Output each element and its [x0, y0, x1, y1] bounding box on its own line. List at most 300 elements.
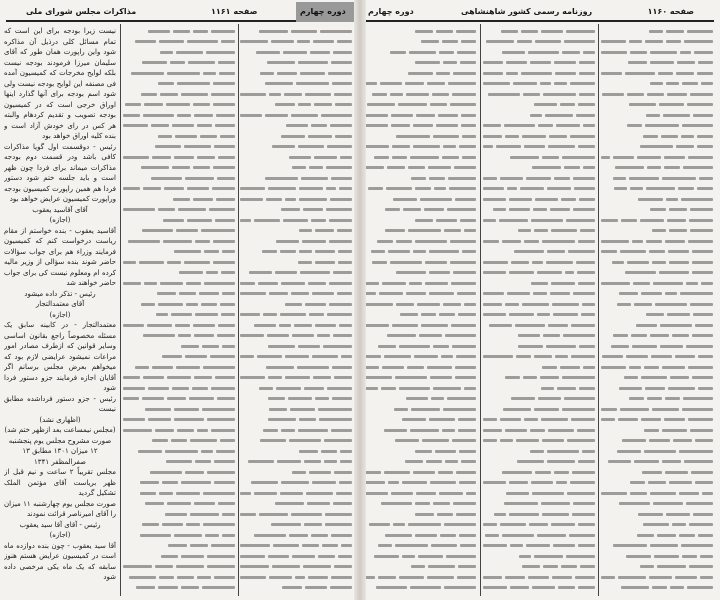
text-line [601, 551, 713, 562]
text-line [483, 457, 595, 468]
text-line [483, 520, 595, 531]
text-column [123, 26, 235, 596]
text-line [123, 583, 235, 594]
text-line [123, 289, 235, 300]
text-line [483, 226, 595, 237]
text-line [364, 289, 476, 300]
text-line [483, 541, 595, 552]
text-line [483, 425, 595, 436]
text-line [123, 383, 235, 394]
text-line [483, 215, 595, 226]
text-line [483, 184, 595, 195]
text-line [601, 425, 713, 436]
right-page-header [366, 4, 714, 22]
text-line [364, 205, 476, 216]
text-line [123, 457, 235, 468]
text-line [601, 457, 713, 468]
text-line [123, 425, 235, 436]
text-line [483, 37, 595, 48]
text-line [240, 247, 352, 258]
text-line [483, 446, 595, 457]
text-line [601, 373, 713, 384]
paragraph: (مجلس نیمساعت بعد ازظهر ختم شد) [4, 426, 116, 434]
text-line [483, 236, 595, 247]
text-line [601, 562, 713, 573]
text-line [240, 404, 352, 415]
text-line [123, 121, 235, 132]
text-line [123, 499, 235, 510]
paragraph: آقا سید یعقوب - چون بنده دوازده ماه است در کمیسیون عرایض هستم هنوز سابقه که یک ماه یکی مرخصی داده شود [4, 541, 116, 581]
text-line [364, 121, 476, 132]
text-line [483, 341, 595, 352]
text-line [601, 341, 713, 352]
text-line [240, 173, 352, 184]
text-line [601, 289, 713, 300]
text-line [364, 257, 476, 268]
text-line [240, 394, 352, 405]
text-line [483, 467, 595, 478]
text-line [364, 184, 476, 195]
text-line [601, 383, 713, 394]
text-line [364, 341, 476, 352]
text-line [601, 499, 713, 510]
text-line [601, 110, 713, 121]
text-line [123, 26, 235, 37]
paragraph: (اجازه) [49, 531, 71, 539]
text-line [601, 394, 713, 405]
text-line [240, 26, 352, 37]
text-line [364, 394, 476, 405]
text-line [601, 173, 713, 184]
text-line [364, 373, 476, 384]
text-line [123, 299, 235, 310]
text-line [240, 89, 352, 100]
text-line [601, 79, 713, 90]
text-line [601, 299, 713, 310]
text-line [123, 131, 235, 142]
text-line [483, 299, 595, 310]
paragraph: رئیس - تذکر داده میشود [24, 289, 96, 298]
text-line [483, 572, 595, 583]
text-line [364, 68, 476, 79]
paragraph: صورت مشروح مجلس یوم پنجشنبه ۱۲ میزان ۱۳۰۱ مطابق ۱۳ صفرالمظفر ۱۳۴۱ [8, 436, 112, 466]
text-line [123, 257, 235, 268]
text-line [123, 446, 235, 457]
term-label: دوره چهارم [300, 7, 346, 16]
paragraph: (اجازه) [49, 216, 71, 224]
text-line [483, 478, 595, 489]
text-line [364, 131, 476, 142]
text-line [123, 320, 235, 331]
text-line [601, 121, 713, 132]
text-line [483, 173, 595, 184]
text-line [123, 562, 235, 573]
text-line [483, 373, 595, 384]
text-line [123, 572, 235, 583]
text-line [240, 415, 352, 426]
text-line [123, 142, 235, 153]
text-line [240, 100, 352, 111]
text-line [240, 499, 352, 510]
text-line [364, 446, 476, 457]
text-column [483, 26, 595, 596]
text-line [483, 26, 595, 37]
paragraph: معتمدالتجار - در کابینه سابق یک مسئله مخصوصاً راجع بقانون اساسی وسایر قوانین که ازطرف مصادر امور مراعات نمیشود عرایضی لازم بود که میخواهم بعرض مجلس برسانم اگر آقایان اجازه فرمایند جزو دستور فردا شود [4, 321, 116, 392]
text-line [364, 541, 476, 552]
text-line [123, 310, 235, 321]
text-line [364, 236, 476, 247]
text-line [601, 37, 713, 48]
text-line [123, 89, 235, 100]
text-line [601, 478, 713, 489]
text-line [240, 341, 352, 352]
term-label: دوره چهارم [368, 7, 414, 16]
paragraph: آقای آقاسید یعقوب [32, 205, 88, 214]
text-line [483, 488, 595, 499]
text-line [364, 383, 476, 394]
text-line [483, 205, 595, 216]
text-line [123, 215, 235, 226]
text-line [123, 236, 235, 247]
text-line [364, 310, 476, 321]
text-line [483, 100, 595, 111]
text-line [601, 415, 713, 426]
text-line [240, 373, 352, 384]
page-title: مذاکرات مجلس شورای ملی [26, 7, 137, 16]
text-line [601, 194, 713, 205]
text-line [483, 289, 595, 300]
text-line [483, 320, 595, 331]
text-line [240, 572, 352, 583]
text-line [240, 551, 352, 562]
text-line [601, 530, 713, 541]
text-line [240, 142, 352, 153]
text-line [483, 562, 595, 573]
text-line [123, 100, 235, 111]
text-line [483, 68, 595, 79]
text-line [483, 131, 595, 142]
text-line [364, 268, 476, 279]
text-line [123, 478, 235, 489]
text-line [601, 488, 713, 499]
text-line [601, 205, 713, 216]
text-line [240, 530, 352, 541]
text-line [123, 226, 235, 237]
text-column [4, 26, 116, 596]
text-line [483, 404, 595, 415]
text-line [364, 299, 476, 310]
text-line [364, 79, 476, 90]
text-line [123, 541, 235, 552]
paragraph: (اظهاری نشد) [39, 415, 81, 424]
text-line [240, 352, 352, 363]
text-line [483, 394, 595, 405]
text-line [240, 310, 352, 321]
text-line [240, 446, 352, 457]
text-line [364, 58, 476, 69]
text-line [240, 383, 352, 394]
text-line [364, 247, 476, 258]
text-line [483, 268, 595, 279]
text-line [483, 310, 595, 321]
text-line [483, 58, 595, 69]
text-line [123, 352, 235, 363]
text-line [240, 257, 352, 268]
text-line [240, 110, 352, 121]
text-line [364, 331, 476, 342]
text-line [483, 257, 595, 268]
text-line [240, 194, 352, 205]
text-line [364, 215, 476, 226]
text-line [364, 320, 476, 331]
text-line [123, 47, 235, 58]
text-line [364, 110, 476, 121]
text-line [240, 226, 352, 237]
text-line [240, 289, 352, 300]
text-line [601, 226, 713, 237]
book-gutter [354, 0, 366, 600]
text-line [364, 415, 476, 426]
text-line [483, 142, 595, 153]
text-line [240, 68, 352, 79]
paragraph: (اجازه) [49, 310, 71, 319]
text-line [601, 541, 713, 552]
text-line [364, 488, 476, 499]
text-line [483, 530, 595, 541]
text-line [483, 194, 595, 205]
text-line [601, 583, 713, 594]
text-line [483, 551, 595, 562]
text-line [364, 404, 476, 415]
text-line [601, 268, 713, 279]
text-column [601, 26, 713, 596]
text-line [364, 478, 476, 489]
text-line [123, 404, 235, 415]
text-line [483, 278, 595, 289]
text-line [601, 163, 713, 174]
text-line [123, 509, 235, 520]
text-line [123, 415, 235, 426]
text-line [364, 572, 476, 583]
text-line [601, 68, 713, 79]
text-line [240, 184, 352, 195]
text-line [240, 509, 352, 520]
text-line [483, 436, 595, 447]
text-line [123, 331, 235, 342]
text-line [240, 205, 352, 216]
text-line [364, 467, 476, 478]
text-line [240, 520, 352, 531]
text-line [123, 110, 235, 121]
text-line [483, 89, 595, 100]
text-line [364, 457, 476, 468]
text-line [601, 236, 713, 247]
text-line [123, 362, 235, 373]
text-line [364, 509, 476, 520]
text-line [601, 362, 713, 373]
text-line [123, 467, 235, 478]
text-line [123, 173, 235, 184]
text-line [240, 436, 352, 447]
text-line [240, 299, 352, 310]
text-line [123, 152, 235, 163]
text-line [240, 278, 352, 289]
text-line [240, 488, 352, 499]
text-line [364, 89, 476, 100]
text-line [483, 110, 595, 121]
text-line [601, 89, 713, 100]
text-line [601, 404, 713, 415]
text-line [601, 100, 713, 111]
text-line [601, 26, 713, 37]
text-line [123, 79, 235, 90]
text-line [240, 541, 352, 552]
text-line [601, 47, 713, 58]
paragraph: مجلس تقریباً ۲ ساعت و نیم قبل از ظهر بریاست آقای مؤتمن الملک تشکیل گردید [4, 468, 116, 497]
text-line [123, 341, 235, 352]
text-line [364, 47, 476, 58]
text-line [364, 520, 476, 531]
text-line [123, 163, 235, 174]
text-line [601, 509, 713, 520]
text-line [483, 163, 595, 174]
text-line [483, 331, 595, 342]
text-line [601, 320, 713, 331]
text-line [123, 373, 235, 384]
text-line [240, 131, 352, 142]
paragraph: نیست زیرا بودجه برای این است که تمام مسائل کلی درذیل آن مذاکره شود واین راپورت همان طور که آقای سلیمان میرزا فرمودند بودجه نیست بلکه لوایح مخرجات که کمیسیون آمده فی مصنفه این لوایح بودجه نیست ولی شود اسم بودجه برای آنها گذارد اینها اوراق خرجی است که در کمیسیون بودجه تصویب و تقدیم کردهام والبته هر کس در رای خودش آزاد است و بنده کلیه اوراق خواهد بود [4, 27, 116, 140]
text-line [240, 425, 352, 436]
text-line [123, 278, 235, 289]
text-line [240, 121, 352, 132]
right-page [360, 0, 720, 600]
text-line [364, 226, 476, 237]
page-number: صفحه ۱۱۶۱ [211, 7, 258, 16]
text-line [364, 278, 476, 289]
text-line [601, 131, 713, 142]
text-line [364, 562, 476, 573]
text-line [601, 467, 713, 478]
text-line [601, 352, 713, 363]
text-line [483, 352, 595, 363]
text-line [123, 394, 235, 405]
text-line [601, 446, 713, 457]
text-line [240, 362, 352, 373]
text-line [601, 436, 713, 447]
text-line [601, 257, 713, 268]
paragraph: آقای معتمدالتجار [35, 300, 85, 308]
text-line [123, 488, 235, 499]
text-line [364, 26, 476, 37]
text-line [483, 47, 595, 58]
text-line [364, 163, 476, 174]
text-line [601, 58, 713, 69]
text-line [240, 58, 352, 69]
text-line [240, 320, 352, 331]
text-line [364, 100, 476, 111]
text-line [364, 530, 476, 541]
text-line [240, 478, 352, 489]
text-line [123, 194, 235, 205]
page-title: روزنامه رسمی کشور شاهنشاهی [461, 7, 593, 16]
text-line [483, 509, 595, 520]
text-line [601, 331, 713, 342]
text-line [123, 58, 235, 69]
text-line [240, 457, 352, 468]
text-line [240, 268, 352, 279]
paragraph: رئیس - جزو دستور فرداشده مطابق نیست [4, 394, 116, 413]
text-line [123, 436, 235, 447]
text-line [240, 562, 352, 573]
text-line [601, 310, 713, 321]
text-line [601, 278, 713, 289]
text-line [123, 247, 235, 258]
text-line [364, 551, 476, 562]
text-column [364, 26, 476, 596]
text-line [601, 184, 713, 195]
text-line [601, 215, 713, 226]
text-line [601, 142, 713, 153]
text-line [123, 68, 235, 79]
text-line [240, 37, 352, 48]
text-line [123, 37, 235, 48]
text-line [364, 362, 476, 373]
text-line [601, 152, 713, 163]
paragraph: رئیس - دوقسمت اول گویا مذاکرات کافی باشد ودر قسمت دوم بودجه مذاکرات میماند برای فردا چون ظهر است و باید جلسه ختم شود دستور فردا هم همین راپورت کمیسیون بودجه وراپورت کمیسیون عرایض خواهد بود [4, 142, 116, 203]
text-line [483, 383, 595, 394]
text-line [240, 163, 352, 174]
text-line [240, 47, 352, 58]
text-line [364, 425, 476, 436]
paragraph: آقاسید یعقوب - بنده خواستم از مقام ریاست درخواست کنم که کمیسیون فرمایند وزراء هم برای جواب سؤالات حاضر شوند بنده سؤالی از وزیر مالیه کرده ام ومعلوم نیست کی برای جواب حاضر خواهند شد [4, 226, 116, 287]
paragraph: رئیس - آقای آقا سید یعقوب [19, 520, 101, 529]
text-line [364, 37, 476, 48]
text-line [483, 247, 595, 258]
text-line [483, 583, 595, 594]
text-line [601, 572, 713, 583]
paragraph: صورت مجلس یوم چهارشنبه ۱۱ میزان را آقای امیرناصر قرائت نمودند [4, 499, 116, 518]
text-line [123, 530, 235, 541]
text-line [123, 205, 235, 216]
text-line [240, 467, 352, 478]
page-number: صفحه ۱۱۶۰ [647, 7, 694, 16]
text-line [240, 79, 352, 90]
text-line [364, 436, 476, 447]
text-line [483, 362, 595, 373]
text-line [364, 194, 476, 205]
text-line [364, 583, 476, 594]
text-line [601, 247, 713, 258]
text-column [240, 26, 352, 596]
text-line [240, 331, 352, 342]
text-line [240, 236, 352, 247]
text-line [364, 142, 476, 153]
text-line [364, 352, 476, 363]
text-line [483, 121, 595, 132]
text-line [123, 551, 235, 562]
text-line [483, 79, 595, 90]
text-line [240, 152, 352, 163]
text-line [483, 415, 595, 426]
text-line [123, 520, 235, 531]
text-line [601, 520, 713, 531]
text-line [483, 152, 595, 163]
text-line [240, 583, 352, 594]
text-line [240, 215, 352, 226]
text-line [364, 173, 476, 184]
text-line [364, 499, 476, 510]
text-line [483, 499, 595, 510]
